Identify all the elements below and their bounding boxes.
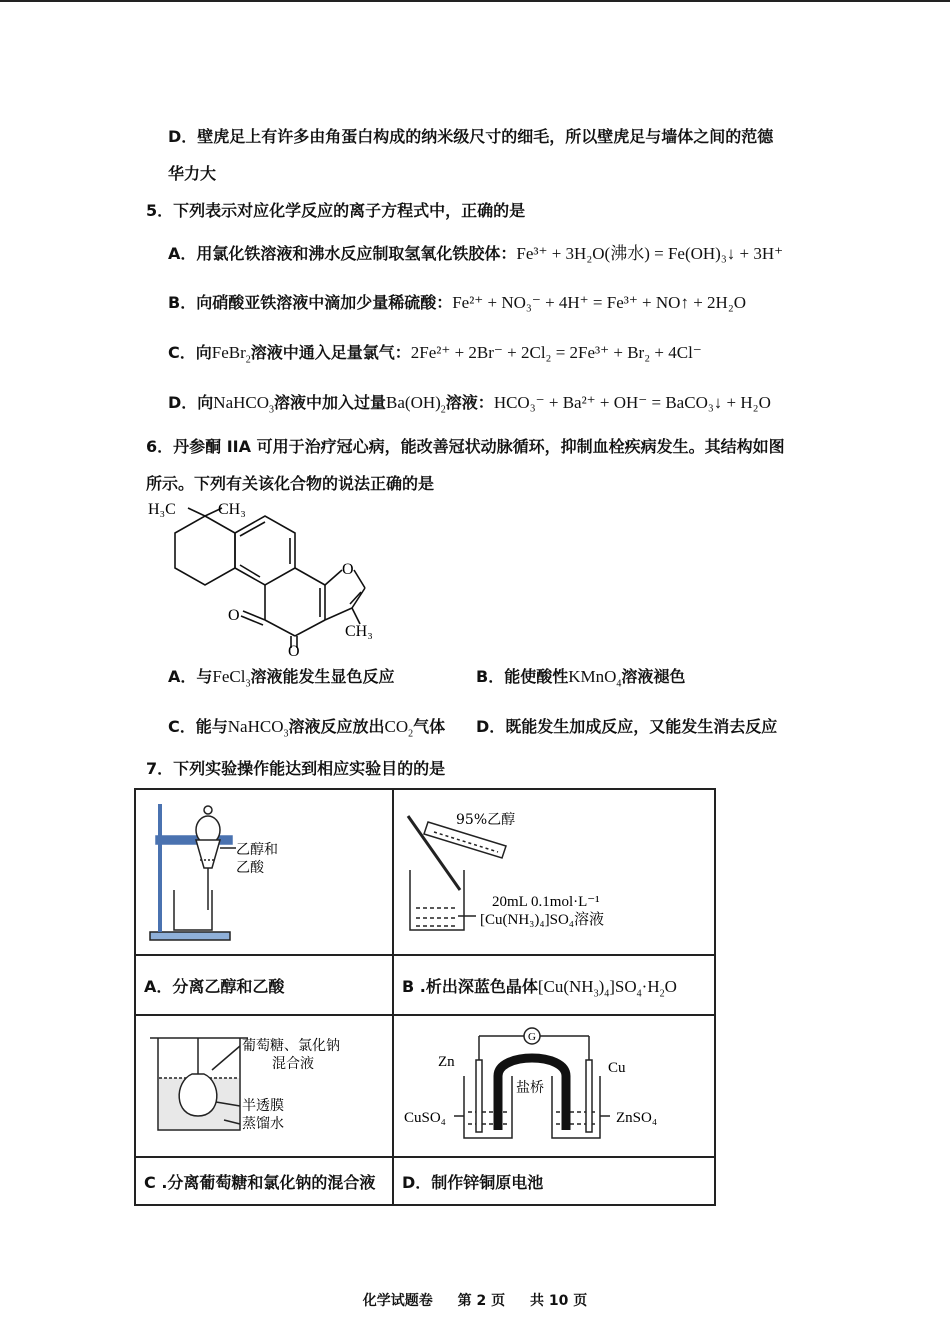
q6-option-d: D．既能发生加成反应，又能发生消去反应 — [476, 717, 778, 736]
q5-a-equation: Fe³⁺ + 3H₂O(沸水) = Fe(OH)₃↓ + 3H⁺ — [516, 244, 784, 263]
q6-option-b: B．能使酸性KMnO$_4$溶液褪色 — [476, 667, 686, 690]
q5-c-equation: 2Fe²⁺ + 2Br⁻ + 2Cl₂ = 2Fe³⁺ + Br₂ + 4Cl⁻ — [410, 343, 702, 362]
struct-label-h3c: H₃C — [148, 501, 176, 518]
footer-subject: 化学试题卷 — [362, 1293, 433, 1309]
top-border — [0, 0, 950, 2]
q5-option-a: A．用氯化铁溶液和沸水反应制取氢氧化铁胶体：Fe³⁺ + 3H₂O(沸水) = Fe(OH)₃↓ + 3H⁺ — [168, 244, 784, 263]
struct-label-ch3-bottom: CH₃ — [345, 623, 373, 640]
exp-d-left-solution: CuSO₄ — [404, 1110, 446, 1126]
experiment-b-caption: B .析出深蓝色晶体$[Cu(NH_3)_4]SO_4\cdot H_2O$ — [393, 955, 715, 1015]
experiment-d-image — [393, 1015, 715, 1157]
dialysis-diagram — [136, 1016, 392, 1152]
exp-b-label2: 20mL 0.1mol·L⁻¹ — [492, 894, 600, 910]
exp-d-zn: Zn — [438, 1054, 455, 1070]
separatory-funnel-diagram — [136, 790, 392, 950]
struct-label-ch3-top: CH₃ — [218, 501, 246, 518]
q5-d-equation: HCO₃⁻ + Ba²⁺ + OH⁻ = BaCO₃↓ + H₂O — [493, 393, 771, 412]
tanshinone-structure — [140, 498, 390, 658]
q6-option-a: A．与FeCl$_3$溶液能发生显色反应 — [168, 667, 395, 690]
struct-label-o1: O — [228, 607, 240, 624]
experiment-a-image — [135, 789, 393, 955]
exp-c-label2: 混合液 — [272, 1056, 314, 1072]
galvanic-cell-diagram — [394, 1016, 714, 1152]
q6-stem-line2: 所示。下列有关该化合物的说法正确的是 — [146, 474, 435, 493]
exp-c-label3: 半透膜 — [242, 1098, 284, 1114]
experiment-a-caption: A．分离乙醇和乙酸 — [135, 955, 393, 1015]
q5-option-d: D．向NaHCO$_3$溶液中加入过量$Ba(OH)_2$溶液：HCO₃⁻ + Ba²⁺ + OH⁻ = BaCO₃↓ + H₂O — [168, 393, 771, 416]
experiment-c-image — [135, 1015, 393, 1157]
q5-b-equation: Fe²⁺ + NO₃⁻ + 4H⁺ = Fe³⁺ + NO↑ + 2H₂O — [452, 293, 747, 312]
exp-d-cu: Cu — [608, 1060, 626, 1076]
q6-option-c: C．能与NaHCO$_3$溶液反应放出$CO_2$气体 — [168, 717, 446, 740]
q5-stem: 5．下列表示对应化学反应的离子方程式中，正确的是 — [146, 201, 526, 220]
footer-total: 共 10 页 — [530, 1293, 588, 1309]
q4-option-d-line2: 华力大 — [168, 164, 217, 183]
exp-b-label3: [Cu(NH₃)₄]SO₄溶液 — [480, 912, 605, 928]
exp-a-label1: 乙醇和 — [236, 842, 278, 858]
q5-option-b: B．向硝酸亚铁溶液中滴加少量稀硫酸：Fe²⁺ + NO₃⁻ + 4H⁺ = Fe³⁺ + NO↑ + 2H₂O — [168, 293, 747, 312]
exp-d-right-solution: ZnSO₄ — [616, 1110, 658, 1126]
page-footer — [0, 1290, 950, 1310]
experiment-b-image — [393, 789, 715, 955]
exp-b-label1: 95%乙醇 — [456, 812, 516, 828]
exp-c-label4: 蒸馏水 — [242, 1116, 284, 1132]
exp-d-bridge: 盐桥 — [516, 1080, 544, 1096]
q7-experiment-table — [134, 788, 716, 1206]
exp-c-label1: 葡萄糖、氯化钠 — [242, 1038, 340, 1054]
exp-a-label2: 乙酸 — [236, 860, 264, 876]
struct-label-o2: O — [288, 643, 300, 658]
struct-label-o-ring: O — [342, 561, 354, 578]
experiment-d-caption: D．制作锌铜原电池 — [393, 1157, 715, 1205]
q7-stem: 7．下列实验操作能达到相应实验目的的是 — [146, 759, 446, 778]
q6-stem-line1: 6．丹参酮 IIA 可用于治疗冠心病，能改善冠状动脉循环，抑制血栓疾病发生。其结构如图 — [146, 437, 785, 456]
crystallization-diagram — [394, 790, 714, 950]
footer-page: 第 2 页 — [457, 1293, 506, 1309]
q4-option-d-line1: D．壁虎足上有许多由角蛋白构成的纳米级尺寸的细毛，所以壁虎足与墙体之间的范德 — [168, 127, 774, 146]
experiment-c-caption: C .分离葡萄糖和氯化钠的混合液 — [135, 1157, 393, 1205]
q5-option-c: C．向FeBr$_2$溶液中通入足量氯气：2Fe²⁺ + 2Br⁻ + 2Cl₂ = 2Fe³⁺ + Br₂ + 4Cl⁻ — [168, 343, 702, 366]
exp-d-galvanometer: G — [528, 1031, 536, 1043]
